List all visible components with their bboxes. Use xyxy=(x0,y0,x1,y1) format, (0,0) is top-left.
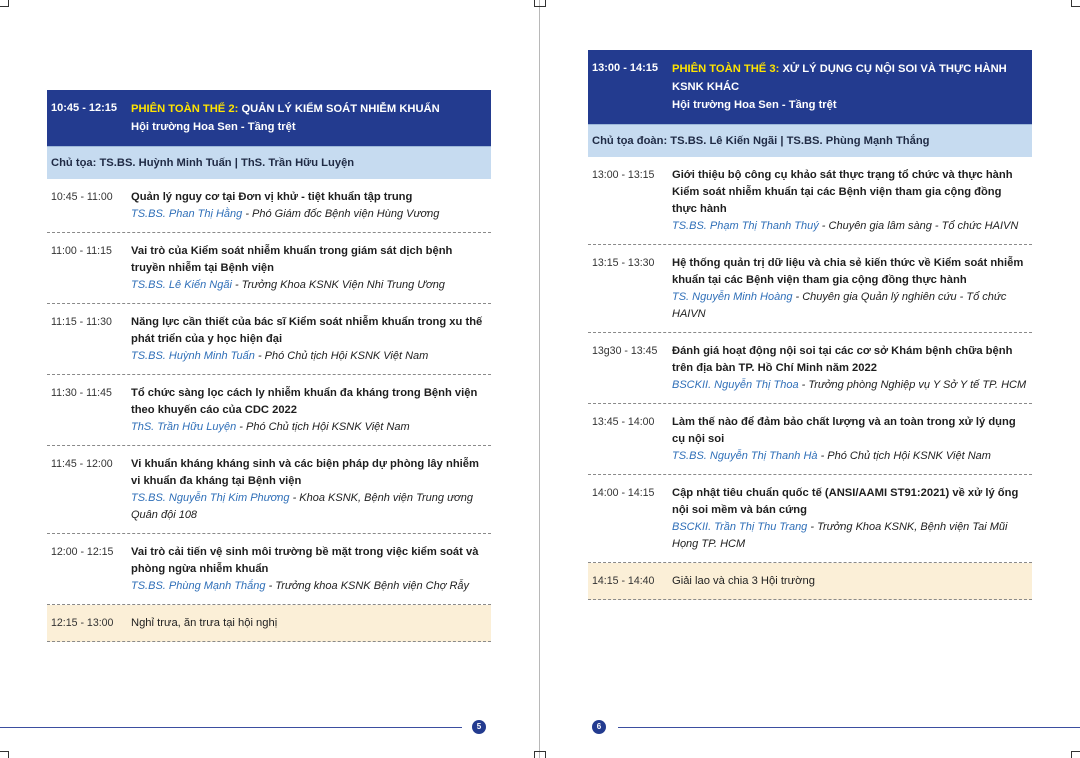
item-time: 13:45 - 14:00 xyxy=(592,416,655,428)
speaker-role: - Trưởng phòng Nghiệp vụ Y Sở Y tế TP. HCM xyxy=(798,379,1027,391)
item-title: Tổ chức sàng lọc cách ly nhiễm khuẩn đa kháng trong Bệnh viện theo khuyến cáo của CDC 2022 xyxy=(131,387,478,416)
agenda-item xyxy=(588,333,1032,404)
speaker-role: - Chuyên gia Quản lý nghiên cứu - Tổ chức HAIVN xyxy=(672,291,1007,320)
speaker-role: - Trưởng Khoa KSNK Viện Nhi Trung Ương xyxy=(231,279,445,291)
break-row xyxy=(47,605,491,642)
item-title: Vi khuẩn kháng kháng sinh và các biện pháp dự phòng lây nhiễm vi khuẩn đa kháng tại Bệnh viện xyxy=(131,458,479,487)
agenda-item xyxy=(47,375,491,446)
item-title: Năng lực cần thiết của bác sĩ Kiểm soát nhiễm khuẩn trong xu thế phát triển của y học hiện đại xyxy=(131,316,483,345)
item-time: 10:45 - 11:00 xyxy=(51,191,113,203)
session-header xyxy=(588,50,1032,124)
item-title: Giới thiệu bộ công cụ khảo sát thực trạng tổ chức và thực hành Kiểm soát nhiễm khuẩn tại các Bệnh viện tham gia cộng đồng thực hành xyxy=(672,169,1013,215)
session-label: PHIÊN TOÀN THỂ 2: xyxy=(131,103,239,115)
item-title: Cập nhật tiêu chuẩn quốc tế (ANSI/AAMI ST91:2021) về xử lý ống nội soi mềm và bán cứng xyxy=(672,487,1019,516)
footer-line xyxy=(0,727,462,728)
item-title: Vai trò của Kiểm soát nhiễm khuẩn trong giám sát dịch bệnh truyền nhiễm tại Bệnh viện xyxy=(131,245,453,274)
speaker-role: - Phó Chủ tịch Hội KSNK Việt Nam xyxy=(817,450,991,462)
item-time: 13:15 - 13:30 xyxy=(592,257,655,269)
item-time: 14:00 - 14:15 xyxy=(592,487,655,499)
speaker-name: TS.BS. Nguyễn Thị Kim Phương xyxy=(131,492,290,504)
right-page xyxy=(540,0,1080,758)
session-chair: Chủ tọa đoàn: TS.BS. Lê Kiến Ngãi | TS.BS. Phùng Mạnh Thắng xyxy=(588,124,1032,157)
item-time: 14:15 - 14:40 xyxy=(592,575,655,587)
session-header xyxy=(47,90,491,146)
item-time: 13g30 - 13:45 xyxy=(592,345,658,357)
speaker-role: - Phó Chủ tịch Hội KSNK Việt Nam xyxy=(254,350,429,362)
item-title: Quản lý nguy cơ tại Đơn vị khử - tiệt khuẩn tập trung xyxy=(131,191,413,203)
speaker-name: ThS. Trần Hữu Luyện xyxy=(131,421,237,433)
page-number: 5 xyxy=(472,720,486,734)
item-title: Làm thế nào để đảm bảo chất lượng và an toàn trong xử lý dụng cụ nội soi xyxy=(672,416,1016,445)
item-title: Đánh giá hoạt động nội soi tại các cơ sở Khám bệnh chữa bệnh trên địa bàn TP. Hồ Chí Minh năm 2022 xyxy=(672,345,1013,374)
agenda-item xyxy=(47,233,491,304)
session-time: 13:00 - 14:15 xyxy=(592,62,659,74)
item-time: 11:00 - 11:15 xyxy=(51,245,112,257)
agenda-item xyxy=(47,179,491,233)
speaker-name: TS.BS. Phan Thị Hằng xyxy=(131,208,243,220)
speaker-name: TS. Nguyễn Minh Hoàng xyxy=(672,291,793,303)
speaker-role: - Chuyên gia lâm sàng - Tổ chức HAIVN xyxy=(818,220,1019,232)
session-venue: Hội trường Hoa Sen - Tầng trệt xyxy=(672,99,837,111)
item-title: Vai trò cải tiến vệ sinh môi trường bề mặt trong việc kiểm soát và phòng ngừa nhiễm khuẩn xyxy=(131,546,479,575)
speaker-name: TS.BS. Lê Kiến Ngãi xyxy=(131,279,232,291)
item-time: 11:15 - 11:30 xyxy=(51,316,112,328)
agenda-table xyxy=(47,90,491,642)
agenda-item xyxy=(588,475,1032,563)
agenda-item xyxy=(47,446,491,534)
session-label: PHIÊN TOÀN THỂ 3: xyxy=(672,63,780,75)
item-title: Hệ thống quản trị dữ liệu và chia sẻ kiến thức về Kiểm soát nhiễm khuẩn tại các Bệnh viện tham gia cộng đồng thực hành xyxy=(672,257,1024,286)
speaker-name: BSCKII. Trần Thị Thu Trang xyxy=(672,521,808,533)
session-title: QUẢN LÝ KIỂM SOÁT NHIỄM KHUẨN xyxy=(241,103,440,115)
break-title: Nghỉ trưa, ăn trưa tại hội nghị xyxy=(131,617,278,629)
speaker-role: - Khoa KSNK, Bệnh viện Trung ương Quân đội 108 xyxy=(131,492,473,521)
speaker-name: TS.BS. Huỳnh Minh Tuấn xyxy=(131,350,255,362)
footer-line xyxy=(618,727,1080,728)
break-title: Giải lao và chia 3 Hội trường xyxy=(672,575,815,587)
agenda-item xyxy=(588,157,1032,245)
agenda-table xyxy=(588,50,1032,600)
speaker-name: TS.BS. Phạm Thị Thanh Thuý xyxy=(672,220,819,232)
item-time: 13:00 - 13:15 xyxy=(592,169,655,181)
page-number: 6 xyxy=(592,720,606,734)
speaker-name: BSCKII. Nguyễn Thị Thoa xyxy=(672,379,799,391)
session-chair: Chủ tọa: TS.BS. Huỳnh Minh Tuấn | ThS. Trần Hữu Luyện xyxy=(47,146,491,179)
session-venue: Hội trường Hoa Sen - Tầng trệt xyxy=(131,121,296,133)
speaker-name: TS.BS. Phùng Mạnh Thắng xyxy=(131,580,266,592)
agenda-item xyxy=(588,404,1032,475)
speaker-name: TS.BS. Nguyễn Thị Thanh Hà xyxy=(672,450,818,462)
item-time: 11:45 - 12:00 xyxy=(51,458,113,470)
speaker-role: - Phó Giám đốc Bệnh viện Hùng Vương xyxy=(242,208,440,220)
session-title: XỬ LÝ DỤNG CỤ NỘI SOI VÀ THỰC HÀNH KSNK KHÁC xyxy=(672,63,1007,93)
speaker-role: - Trưởng Khoa KSNK, Bệnh viện Tai Mũi Họng TP. HCM xyxy=(672,521,1008,550)
agenda-item xyxy=(588,245,1032,333)
item-time: 12:00 - 12:15 xyxy=(51,546,114,558)
break-row xyxy=(588,563,1032,600)
agenda-item xyxy=(47,304,491,375)
item-time: 12:15 - 13:00 xyxy=(51,617,114,629)
agenda-item xyxy=(47,534,491,605)
speaker-role: - Phó Chủ tịch Hội KSNK Việt Nam xyxy=(236,421,410,433)
speaker-role: - Trưởng khoa KSNK Bệnh viện Chợ Rẫy xyxy=(265,580,470,592)
session-time: 10:45 - 12:15 xyxy=(51,102,118,114)
item-time: 11:30 - 11:45 xyxy=(51,387,112,399)
